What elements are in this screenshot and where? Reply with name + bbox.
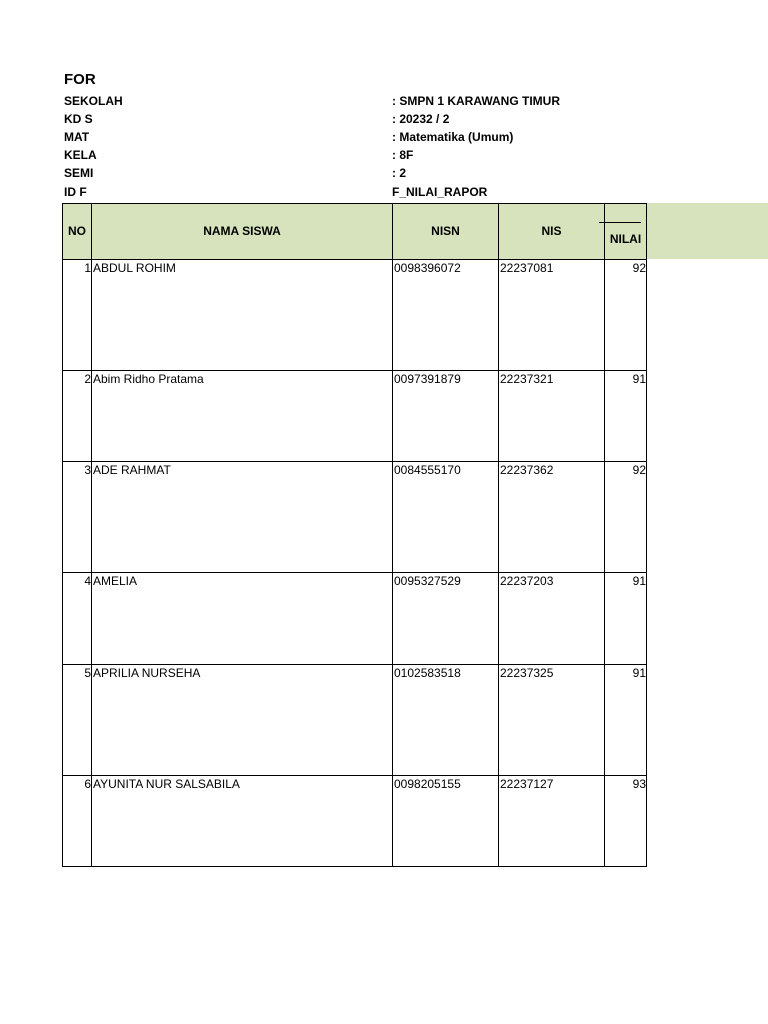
form-title: FOR xyxy=(64,71,96,88)
cell-nis: 22237203 xyxy=(499,573,605,665)
kd-label: KD S xyxy=(64,112,93,126)
school-label: SEKOLAH xyxy=(64,94,123,108)
col-header-nama: NAMA SISWA xyxy=(92,204,393,260)
table-row xyxy=(63,260,647,371)
cell-nisn: 0102583518 xyxy=(393,665,499,776)
cell-nis: 22237127 xyxy=(499,776,605,867)
cell-nilai: 93 xyxy=(605,776,647,867)
cell-nama: ADE RAHMAT xyxy=(92,462,393,573)
cell-nisn: 0084555170 xyxy=(393,462,499,573)
cell-nis: 22237362 xyxy=(499,462,605,573)
table-row xyxy=(63,462,647,573)
cell-nama: APRILIA NURSEHA xyxy=(92,665,393,776)
nilai-header-divider xyxy=(599,222,641,223)
col-header-nisn: NISN xyxy=(393,204,499,260)
table-row xyxy=(63,776,647,867)
subject-label: MAT xyxy=(64,130,90,144)
cell-nilai: 91 xyxy=(605,665,647,776)
subject-value: : Matematika (Umum) xyxy=(392,130,514,144)
table-header-row xyxy=(63,204,647,260)
cell-nisn: 0098396072 xyxy=(393,260,499,371)
cell-nisn: 0097391879 xyxy=(393,371,499,462)
table-row xyxy=(63,573,647,665)
cell-nis: 22237081 xyxy=(499,260,605,371)
col-header-nilai: NILAI xyxy=(605,204,647,260)
cell-no: 2 xyxy=(63,371,92,462)
cell-no: 6 xyxy=(63,776,92,867)
cell-no: 5 xyxy=(63,665,92,776)
cell-no: 4 xyxy=(63,573,92,665)
cell-nis: 22237321 xyxy=(499,371,605,462)
form-id-label: ID F xyxy=(64,185,87,199)
cell-nis: 22237325 xyxy=(499,665,605,776)
cell-no: 3 xyxy=(63,462,92,573)
table-row xyxy=(63,665,647,776)
class-value: : 8F xyxy=(392,148,414,162)
col-header-nis: NIS xyxy=(499,204,605,260)
kd-value: : 20232 / 2 xyxy=(392,112,450,126)
semester-label: SEMI xyxy=(64,166,94,180)
school-value: : SMPN 1 KARAWANG TIMUR xyxy=(392,94,560,108)
form-id-value: F_NILAI_RAPOR xyxy=(392,185,488,199)
cell-nama: AMELIA xyxy=(92,573,393,665)
cell-nisn: 0095327529 xyxy=(393,573,499,665)
col-header-no: NO xyxy=(63,204,92,260)
cell-nilai: 91 xyxy=(605,371,647,462)
cell-nilai: 92 xyxy=(605,462,647,573)
grade-table xyxy=(62,203,647,867)
cell-nilai: 92 xyxy=(605,260,647,371)
cell-nama: ABDUL ROHIM xyxy=(92,260,393,371)
class-label: KELA xyxy=(64,148,97,162)
cell-nama: AYUNITA NUR SALSABILA xyxy=(92,776,393,867)
cell-nisn: 0098205155 xyxy=(393,776,499,867)
cell-no: 1 xyxy=(63,260,92,371)
cell-nilai: 91 xyxy=(605,573,647,665)
table-row xyxy=(63,371,647,462)
semester-value: : 2 xyxy=(392,166,407,180)
cell-nama: Abim Ridho Pratama xyxy=(92,371,393,462)
